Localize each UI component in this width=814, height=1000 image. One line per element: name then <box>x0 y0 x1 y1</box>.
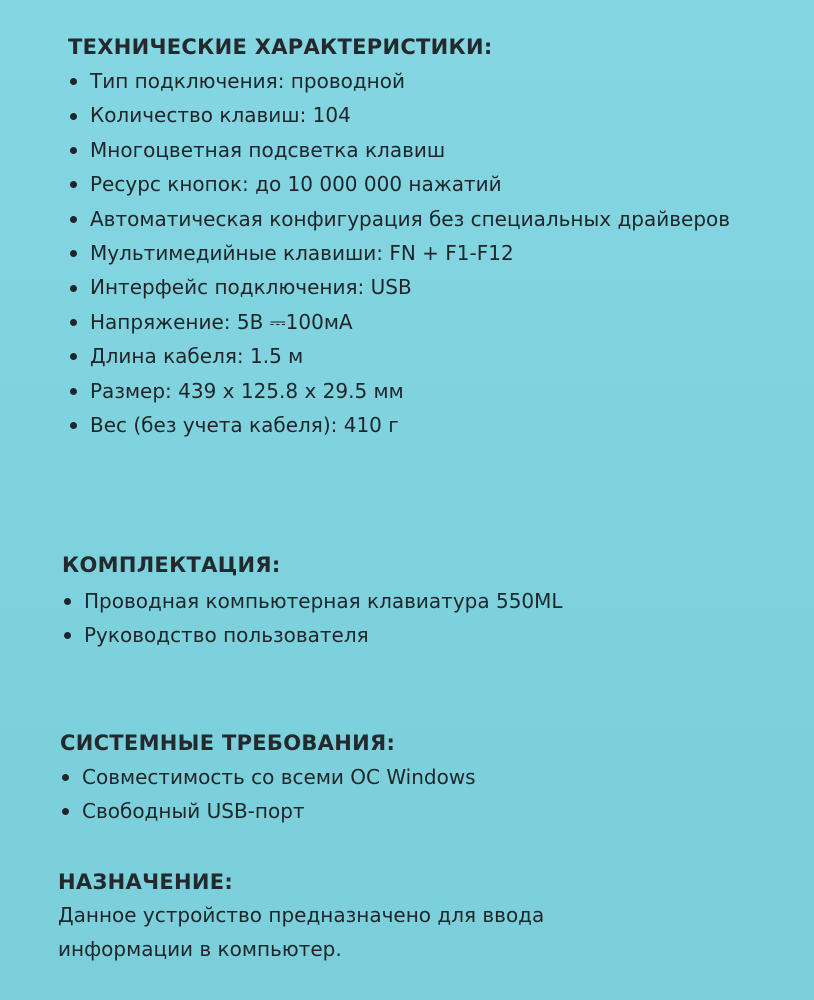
spec-dimensions: Размер: 439 x 125.8 x 29.5 мм <box>68 374 730 408</box>
spec-cable-length: Длина кабеля: 1.5 м <box>68 339 730 373</box>
purpose-line-2: информации в компьютер. <box>58 937 342 961</box>
package-item-keyboard: Проводная компьютерная клавиатура 550ML <box>62 584 563 618</box>
purpose-line-1: Данное устройство предназначено для ввода <box>58 903 545 927</box>
spec-weight: Вес (без учета кабеля): 410 г <box>68 408 730 442</box>
package-contents-section <box>62 550 563 652</box>
technical-specs-list <box>68 64 730 442</box>
spec-connection-type: Тип подключения: проводной <box>68 64 730 98</box>
technical-specs-heading: ТЕХНИЧЕСКИЕ ХАРАКТЕРИСТИКИ: <box>68 35 493 59</box>
spec-key-lifespan: Ресурс кнопок: до 10 000 000 нажатий <box>68 167 730 201</box>
spec-backlight: Многоцветная подсветка клавиш <box>68 133 730 167</box>
spec-multimedia-keys: Мультимедийные клавиши: FN + F1-F12 <box>68 236 730 270</box>
system-requirements-list <box>60 760 476 828</box>
spec-interface: Интерфейс подключения: USB <box>68 270 730 304</box>
spec-auto-config: Автоматическая конфигурация без специальных драйверов <box>68 202 730 236</box>
technical-specs-section <box>68 32 730 442</box>
package-contents-heading: КОМПЛЕКТАЦИЯ: <box>62 553 281 577</box>
system-requirements-section <box>60 728 476 828</box>
purpose-heading: НАЗНАЧЕНИЕ: <box>58 870 234 894</box>
purpose-section <box>58 866 544 966</box>
system-requirements-heading: СИСТЕМНЫЕ ТРЕБОВАНИЯ: <box>60 731 396 755</box>
package-item-manual: Руководство пользователя <box>62 618 563 652</box>
requirement-usb-port: Свободный USB-порт <box>60 794 476 828</box>
spec-key-count: Количество клавиш: 104 <box>68 98 730 132</box>
requirement-windows: Совместимость со всеми ОС Windows <box>60 760 476 794</box>
spec-voltage: Напряжение: 5В ⎓100мА <box>68 305 730 339</box>
package-contents-list <box>62 584 563 652</box>
